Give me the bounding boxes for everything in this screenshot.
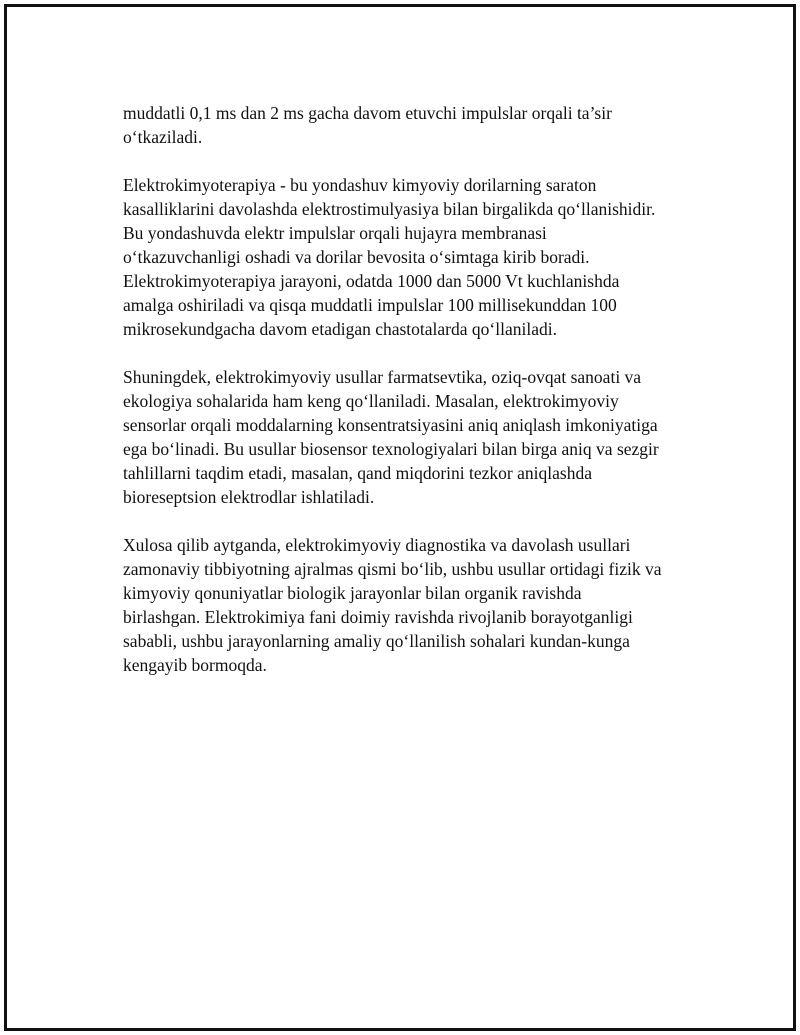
text-line: mikrosekundgacha davom etadigan chastotalarda qo‘llaniladi. <box>123 319 557 339</box>
paragraph-4 <box>123 533 713 677</box>
text-line: o‘tkazuvchanligi oshadi va dorilar bevosita o‘simtaga kirib boradi. <box>123 247 590 267</box>
text-line: sababli, ushbu jarayonlarning amaliy qo‘llanilish sohalari kundan-kunga <box>123 631 630 651</box>
text-line: Bu yondashuvda elektr impulslar orqali hujayra membranasi <box>123 223 547 243</box>
text-line: Shuningdek, elektrokimyoviy usullar farmatsevtika, oziq-ovqat sanoati va <box>123 367 642 387</box>
text-line: ekologiya sohalarida ham keng qo‘llaniladi. Masalan, elektrokimyoviy <box>123 391 619 411</box>
text-line: Elektrokimyoterapiya jarayoni, odatda 1000 dan 5000 Vt kuchlanishda <box>123 271 620 291</box>
text-line: kasalliklarini davolashda elektrostimulyasiya bilan birgalikda qo‘llanishidir. <box>123 199 656 219</box>
document-body <box>123 101 713 701</box>
text-line: amalga oshiriladi va qisqa muddatli impulslar 100 millisekunddan 100 <box>123 295 617 315</box>
text-line: birlashgan. Elektrokimiya fani doimiy ravishda rivojlanib borayotganligi <box>123 607 633 627</box>
text-line: zamonaviy tibbiyotning ajralmas qismi bo‘lib, ushbu usullar ortidagi fizik va <box>123 559 662 579</box>
text-line: tahlillarni taqdim etadi, masalan, qand miqdorini tezkor aniqlashda <box>123 463 592 483</box>
page-frame <box>4 4 796 1031</box>
text-line: o‘tkaziladi. <box>123 127 203 147</box>
text-line: bioreseptsion elektrodlar ishlatiladi. <box>123 487 375 507</box>
text-line: Elektrokimyoterapiya - bu yondashuv kimyoviy dorilarning saraton <box>123 175 597 195</box>
paragraph-2 <box>123 173 713 341</box>
text-line: kengayib bormoqda. <box>123 655 267 675</box>
paragraph-1 <box>123 101 713 149</box>
text-line: Xulosa qilib aytganda, elektrokimyoviy diagnostika va davolash usullari <box>123 535 631 555</box>
text-line: kimyoviy qonuniyatlar biologik jarayonlar bilan organik ravishda <box>123 583 582 603</box>
text-line: sensorlar orqali moddalarning konsentratsiyasini aniq aniqlash imkoniyatiga <box>123 415 658 435</box>
text-line: ega bo‘linadi. Bu usullar biosensor texnologiyalari bilan birga aniq va sezgir <box>123 439 659 459</box>
paragraph-3 <box>123 365 713 509</box>
text-line: muddatli 0,1 ms dan 2 ms gacha davom etuvchi impulslar orqali ta’sir <box>123 103 612 123</box>
